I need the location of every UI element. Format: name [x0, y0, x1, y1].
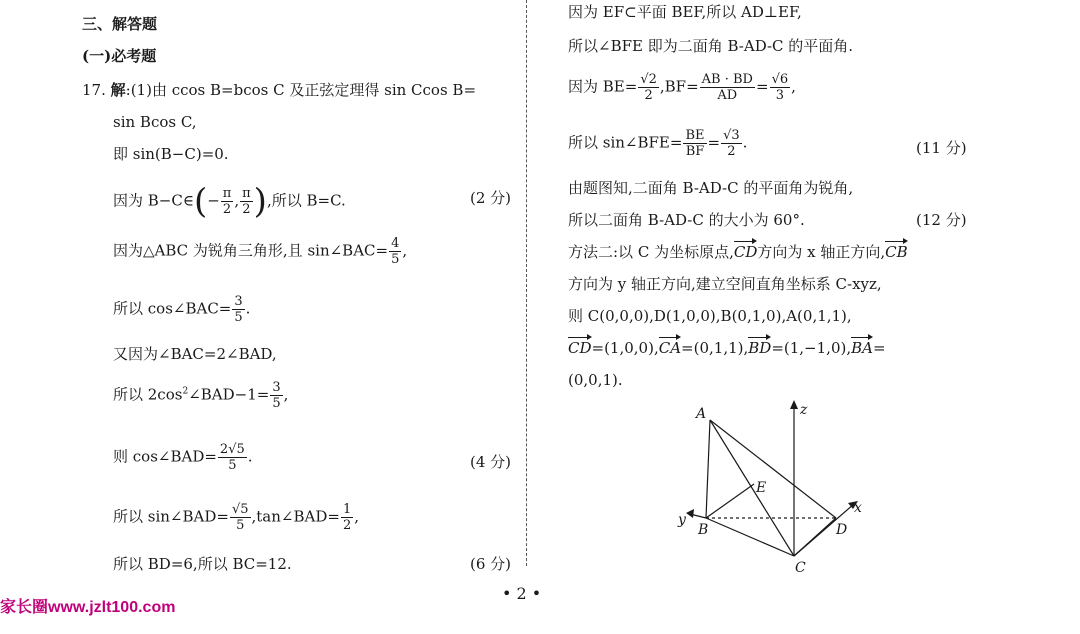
- edge-be: [706, 484, 754, 518]
- edge-ac: [710, 420, 794, 556]
- z-arrow-icon: [790, 400, 798, 409]
- vector-cb: CB: [885, 243, 908, 261]
- right-line-4: 所以 sin∠BFE= $\frac{BE}{BF}$ = $\frac{√3}{2}$ .: [568, 128, 748, 159]
- page-number: • 2 •: [502, 584, 542, 603]
- right-line-7: 方法二:以 C 为坐标原点,CD方向为 x 轴正方向,CB: [568, 243, 908, 261]
- watermark-text: 家长圈www.jzlt100.com: [0, 599, 176, 616]
- q17-line-2: sin Bcos C,: [113, 113, 197, 131]
- fraction: $\frac{3}{5}$: [272, 380, 281, 411]
- geometry-figure: [670, 398, 870, 578]
- y-arrow-icon: [686, 509, 694, 518]
- vector-cd: CD: [568, 339, 592, 357]
- q17-line-4-tail: ,所以 B=C.: [266, 191, 346, 210]
- vector-ca: CA: [658, 339, 682, 357]
- label-y: y: [678, 512, 686, 528]
- fraction: $\frac{1}{2}$: [342, 502, 352, 533]
- fraction: $\frac{2√5}{5}$: [219, 442, 245, 473]
- q17-line-9: 则 cos∠BAD= $\frac{2√5}{5}$ .: [113, 442, 253, 473]
- q17-line-8: 所以 $2\cos^2\angle BAD-1=$ $\frac{3}{5}$ ,: [113, 380, 289, 411]
- section-title: 三、解答题: [82, 15, 158, 33]
- fraction: $\frac{\pi}{2}$: [242, 186, 251, 217]
- fraction: $\frac{√3}{2}$: [723, 128, 740, 159]
- vector-ba: BA: [851, 339, 873, 357]
- fraction: $\frac{√6}{3}$: [771, 72, 789, 103]
- fraction: $\frac{AB \cdot BD}{AD}$: [701, 72, 753, 103]
- fraction: $\frac{\pi}{2}$: [222, 186, 232, 217]
- fraction: $\frac{√5}{5}$: [231, 502, 249, 533]
- q17-line-7: 又因为∠BAC=2∠BAD,: [113, 345, 277, 363]
- label-b: B: [698, 522, 709, 538]
- q17-line-11: 所以 BD=6,所以 BC=12.: [113, 555, 292, 573]
- label-c: C: [795, 560, 806, 576]
- q17-line-4-text: 因为 B−C∈: [113, 191, 194, 210]
- fraction: $\frac{BE}{BF}$: [685, 128, 705, 159]
- score-label: (2 分): [470, 189, 512, 207]
- score-label: (4 分): [470, 453, 512, 471]
- subsection-title: (一)必考题: [82, 47, 157, 65]
- fraction: $\frac{3}{5}$: [234, 294, 243, 325]
- score-label: (12 分): [916, 211, 967, 229]
- question-number: 17.: [82, 81, 106, 99]
- q17-line-6: 所以 cos∠BAC= $\frac{3}{5}$ .: [113, 294, 251, 325]
- label-z: z: [800, 402, 808, 418]
- solution-mark: 解: [110, 81, 126, 99]
- edge-bc: [706, 518, 794, 556]
- edge-ad: [710, 420, 836, 518]
- right-line-1: 因为 EF⊂平面 BEF,所以 AD⊥EF,: [568, 3, 802, 21]
- right-line-6: 所以二面角 B-AD-C 的大小为 60°.: [568, 211, 805, 229]
- label-e: E: [756, 480, 767, 496]
- right-line-5: 由题图知,二面角 B-AD-C 的平面角为锐角,: [568, 179, 854, 197]
- column-divider: [526, 0, 527, 566]
- score-label: (11 分): [916, 139, 967, 157]
- right-line-11: (0,0,1).: [568, 371, 623, 389]
- vector-cd: CD: [733, 243, 758, 261]
- right-line-10: CD=(1,0,0),CA=(0,1,1),BD=(1,−1,0),BA=: [568, 339, 886, 357]
- score-label: (6 分): [470, 555, 512, 573]
- fraction: $\frac{4}{5}$: [391, 236, 400, 267]
- label-x: x: [854, 500, 862, 516]
- q17-line-10: 所以 sin∠BAD= $\frac{√5}{5}$ ,tan∠BAD= $\frac{1}{2}$ ,: [113, 502, 359, 533]
- q17-line-3: 即 sin(B−C)=0.: [113, 145, 229, 163]
- right-line-8: 方向为 y 轴正方向,建立空间直角坐标系 C-xyz,: [568, 275, 882, 293]
- fraction: $\frac{√2}{2}$: [640, 72, 657, 103]
- right-line-2: 所以∠BFE 即为二面角 B-AD-C 的平面角.: [568, 37, 854, 55]
- edge-ab: [706, 420, 710, 518]
- label-a: A: [696, 406, 707, 422]
- q17-line-1: [82, 80, 476, 100]
- q17-line-4: 因为 B−C∈(− $\frac{\pi}{2}$ , $\frac{\pi}{2}$ ),所以 B=C.: [113, 181, 346, 222]
- right-line-9: 则 C(0,0,0),D(1,0,0),B(0,1,0),A(0,1,1),: [568, 307, 852, 325]
- q17-text-1: :(1)由 ccos B=bcos C 及正弦定理得 sin Ccos B=: [125, 81, 477, 99]
- vector-bd: BD: [748, 339, 772, 357]
- q17-line-5: 因为△ABC 为锐角三角形,且 sin∠BAC= $\frac{4}{5}$ ,: [113, 236, 408, 267]
- label-d: D: [836, 522, 848, 538]
- right-line-3: 因为 BE= $\frac{√2}{2}$ ,BF= $\frac{AB \cdot BD}{AD}$ = $\frac{√6}{3}$ ,: [568, 72, 796, 103]
